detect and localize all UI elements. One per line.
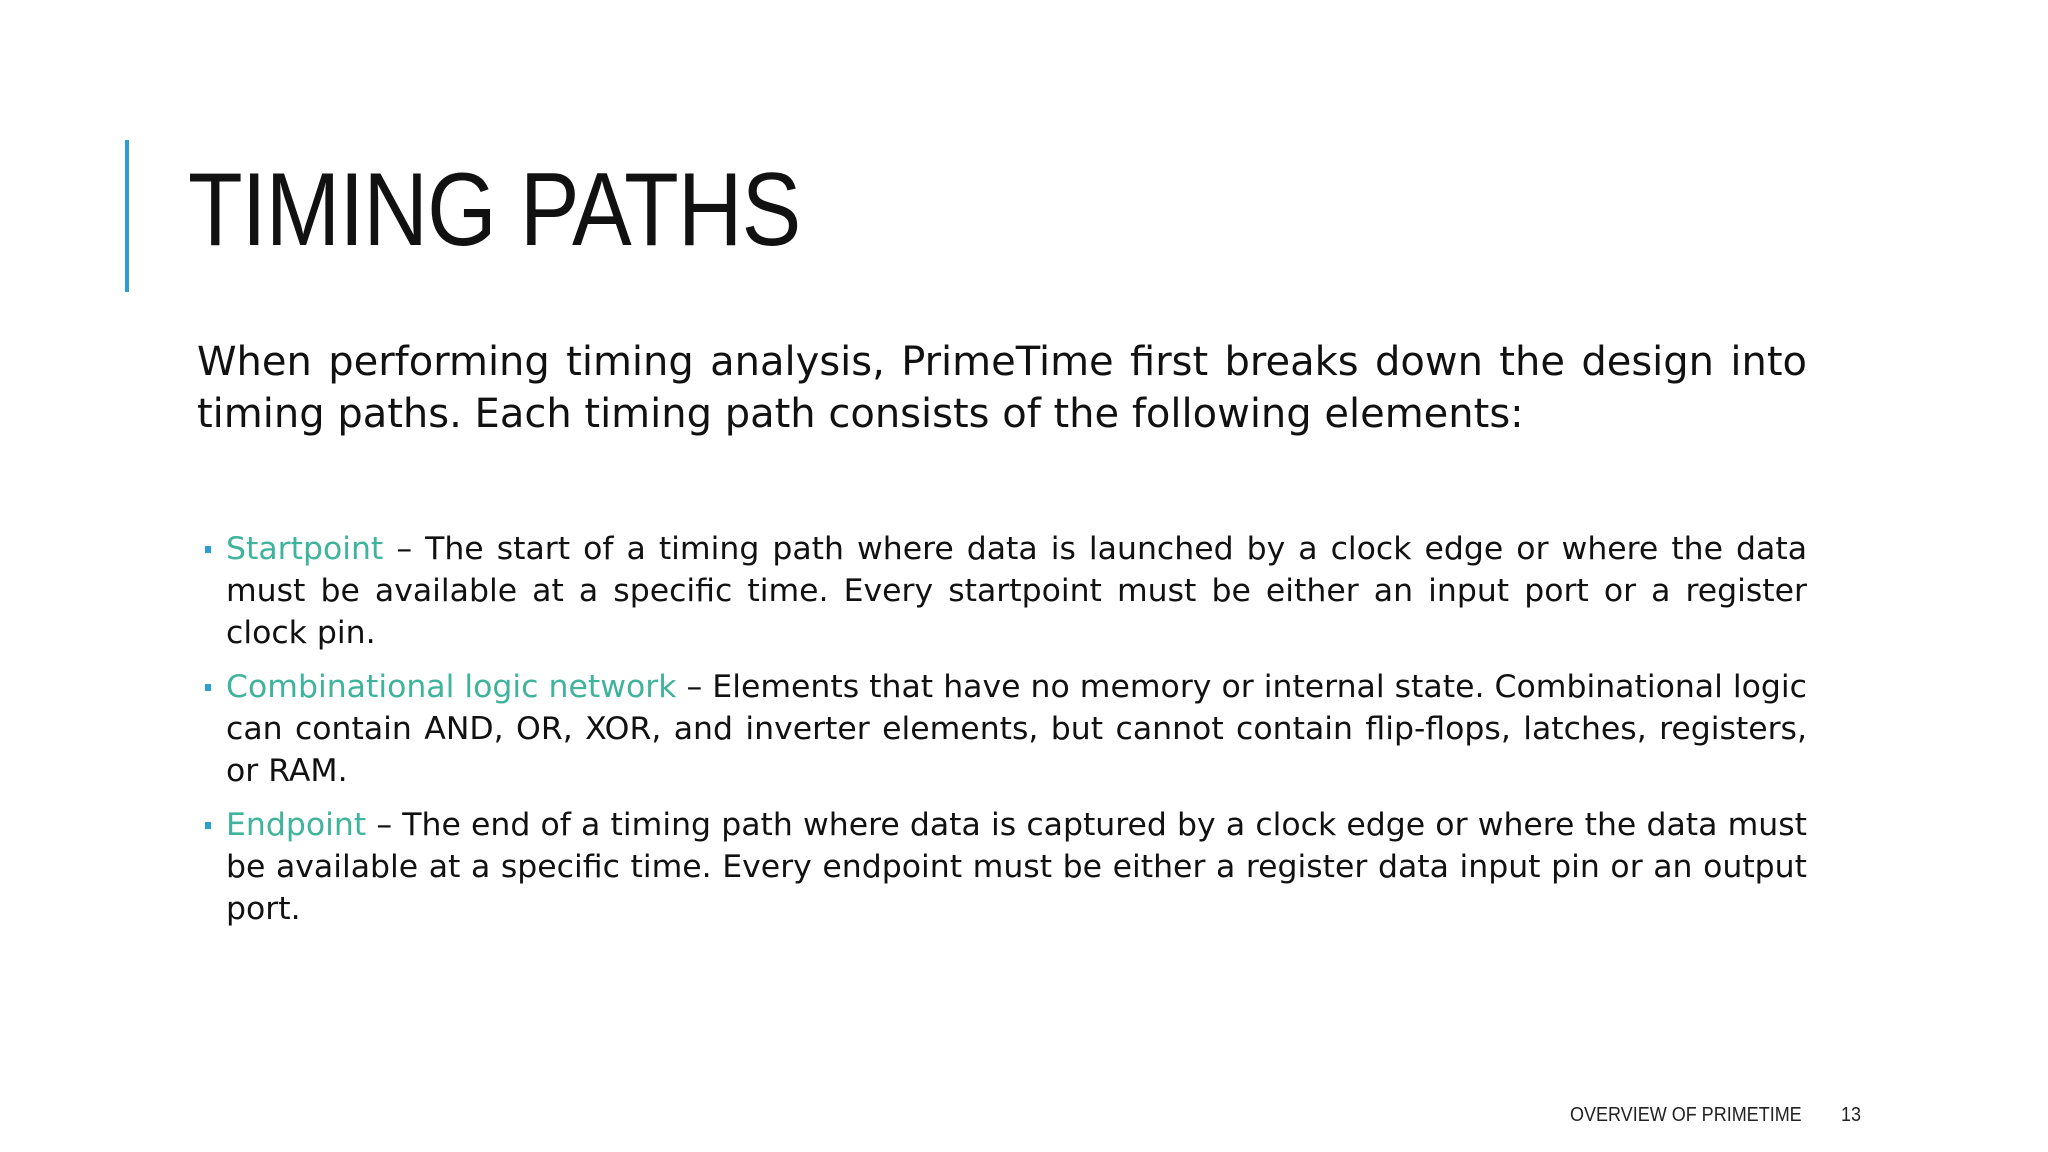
bullet-description: – The start of a timing path where data is launched by a clock edge or where the data must be available at a specific time. Every startpoint must be either an input port or a register clock pin. xyxy=(226,531,1807,651)
bullet-item-startpoint xyxy=(205,528,1807,654)
slide-title: TIMING PATHS xyxy=(188,152,801,268)
bullet-term: Startpoint xyxy=(226,531,384,567)
bullet-description: – Elements that have no memory or internal state. Combinational logic can contain AND, OR, XOR, and inverter elements, but cannot contain flip-flops, latches, registers, or RAM. xyxy=(226,669,1807,789)
page-number: 13 xyxy=(1841,1104,1862,1126)
square-bullet-icon xyxy=(205,546,211,553)
bullet-item-endpoint xyxy=(205,804,1807,930)
square-bullet-icon xyxy=(205,684,211,691)
square-bullet-icon xyxy=(205,822,211,829)
intro-paragraph: When performing timing analysis, PrimeTime first breaks down the design into timing paths. Each timing path consists of the following elements: xyxy=(197,339,1807,437)
footer-label: OVERVIEW OF PRIMETIME xyxy=(1570,1104,1802,1126)
bullet-list xyxy=(205,528,1807,942)
title-accent-bar xyxy=(125,140,129,292)
bullet-description: – The end of a timing path where data is captured by a clock edge or where the data must be available at a specific time. Every endpoint must be either a register data input pin or an output port. xyxy=(226,807,1807,927)
bullet-term: Endpoint xyxy=(226,807,367,843)
bullet-item-combinational-logic xyxy=(205,666,1807,792)
bullet-term: Combinational logic network xyxy=(226,669,677,705)
